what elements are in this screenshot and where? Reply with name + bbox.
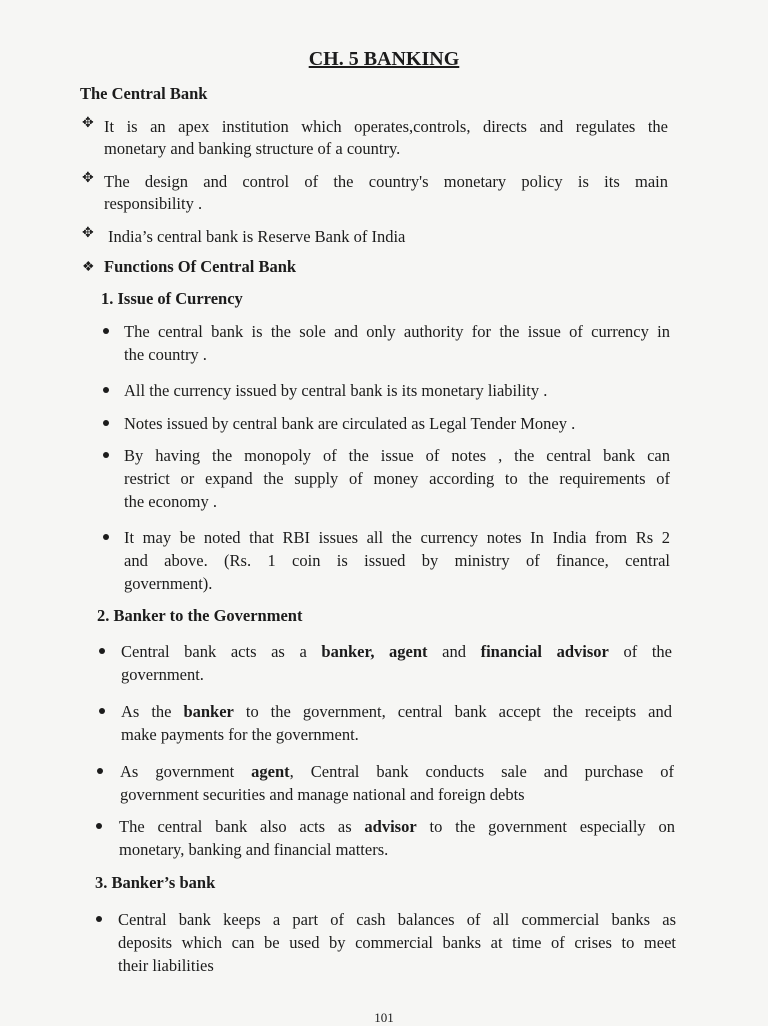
bullet-line: As the banker to the government, central bank accept the receipts and: [121, 702, 672, 721]
point-line: monetary and banking structure of a country.: [104, 139, 401, 158]
function-1-heading: 1. Issue of Currency: [101, 289, 243, 308]
functions-heading: Functions Of Central Bank: [104, 257, 297, 276]
bullet-line: and above. (Rs. 1 coin is issued by ministry of finance, central: [124, 551, 670, 570]
bullet-dot: [103, 328, 109, 334]
bullet-dot: [103, 452, 109, 458]
bullet-dot: [99, 648, 105, 654]
bullet-line: government.: [121, 665, 204, 684]
section-heading-central-bank: The Central Bank: [80, 84, 208, 103]
bullet-line: monetary, banking and financial matters.: [119, 840, 389, 859]
bullet-line: government).: [124, 574, 213, 593]
point-line: The design and control of the country's monetary policy is its main: [104, 172, 668, 191]
bullet-dot: [96, 916, 102, 922]
bullet-line: restrict or expand the supply of money according to the requirements of: [124, 469, 670, 488]
bullet-line: deposits which can be used by commercial banks at time of crises to meet: [118, 933, 676, 952]
bullet-line: All the currency issued by central bank is its monetary liability .: [124, 381, 548, 400]
chapter-title: CH. 5 BANKING: [308, 48, 460, 70]
bullet-dot: [96, 823, 102, 829]
bullet-line: As government agent, Central bank conducts sale and purchase of: [120, 762, 674, 781]
bullet-line: It may be noted that RBI issues all the currency notes In India from Rs 2: [124, 528, 670, 547]
bullet-line: the economy .: [124, 492, 218, 511]
point-line: It is an apex institution which operates,controls, directs and regulates the: [104, 117, 668, 136]
bullet-line: Notes issued by central bank are circulated as Legal Tender Money .: [124, 414, 576, 433]
bullet-line: government securities and manage national and foreign debts: [120, 785, 525, 804]
point-line: responsibility .: [104, 194, 203, 213]
arrow-bullet-icon: ✥: [82, 116, 94, 131]
arrow-bullet-icon: ✥: [82, 171, 94, 186]
bullet-line: By having the monopoly of the issue of notes , the central bank can: [124, 446, 670, 465]
bullet-line: Central bank acts as a banker, agent and financial advisor of the: [121, 642, 673, 661]
bullet-line: The central bank also acts as advisor to the government especially on: [119, 817, 675, 836]
bullet-dot: [103, 387, 109, 393]
page-number: 101: [374, 1010, 394, 1025]
arrow-bullet-icon: ✥: [82, 226, 94, 241]
bullet-line: the country .: [124, 345, 207, 364]
bullet-line: Central bank keeps a part of cash balances of all commercial banks as: [118, 910, 676, 929]
point-line: India’s central bank is Reserve Bank of India: [108, 227, 406, 246]
function-3-heading: 3. Banker’s bank: [95, 873, 216, 892]
bullet-dot: [99, 708, 105, 714]
bullet-dot: [103, 534, 109, 540]
diamond-bullet-icon: ❖: [82, 260, 95, 275]
bullet-line: The central bank is the sole and only authority for the issue of currency in: [124, 322, 670, 341]
function-2-heading: 2. Banker to the Government: [97, 606, 303, 625]
bullet-dot: [97, 768, 103, 774]
bullet-dot: [103, 420, 109, 426]
bullet-line: make payments for the government.: [121, 725, 359, 744]
bullet-line: their liabilities: [118, 956, 214, 975]
